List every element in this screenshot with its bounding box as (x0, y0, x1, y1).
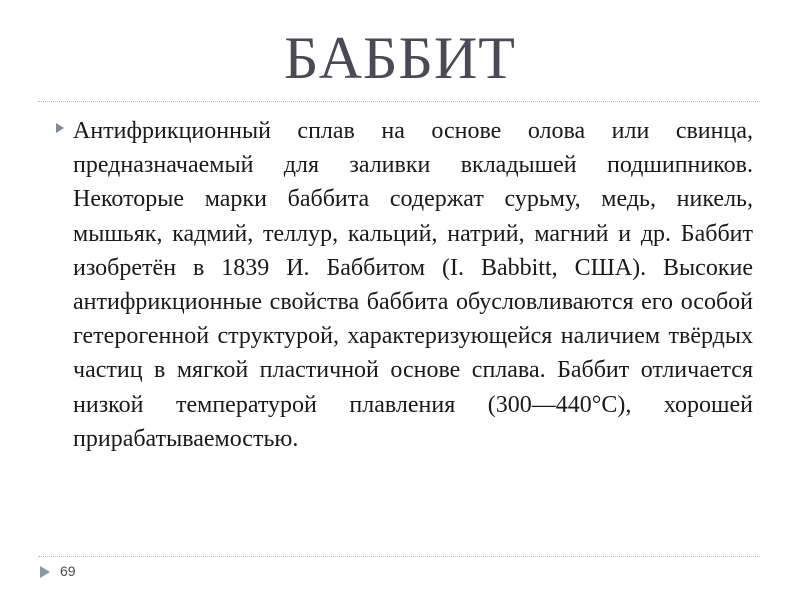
bullet-paragraph: Антифрикционный сплав на основе олова или свинца, предназначаемый для заливки вкладышей подшипников. Некоторые марки баббита содержат сурьму, медь, никель, мышьяк, кадмий, теллур, кальций, натрий, магний и др. Баббит изобретён в 1839 И. Баббитом (I. Babbitt, США). Высокие антифрикционные свойства баббита обусловливаются его особой гетерогенной структурой, характеризующейся наличием твёрдых частиц в мягкой пластичной основе сплава. Баббит отличается низкой температурой плавления (300—440°С), хорошей прирабатываемостью. (73, 118, 753, 452)
bullet-triangle-icon (56, 123, 64, 133)
title-divider (38, 101, 760, 102)
slide-title: БАББИТ (284, 25, 516, 91)
footer-triangle-icon (40, 566, 50, 578)
footer-divider (38, 556, 760, 557)
page-number: 69 (60, 563, 76, 579)
